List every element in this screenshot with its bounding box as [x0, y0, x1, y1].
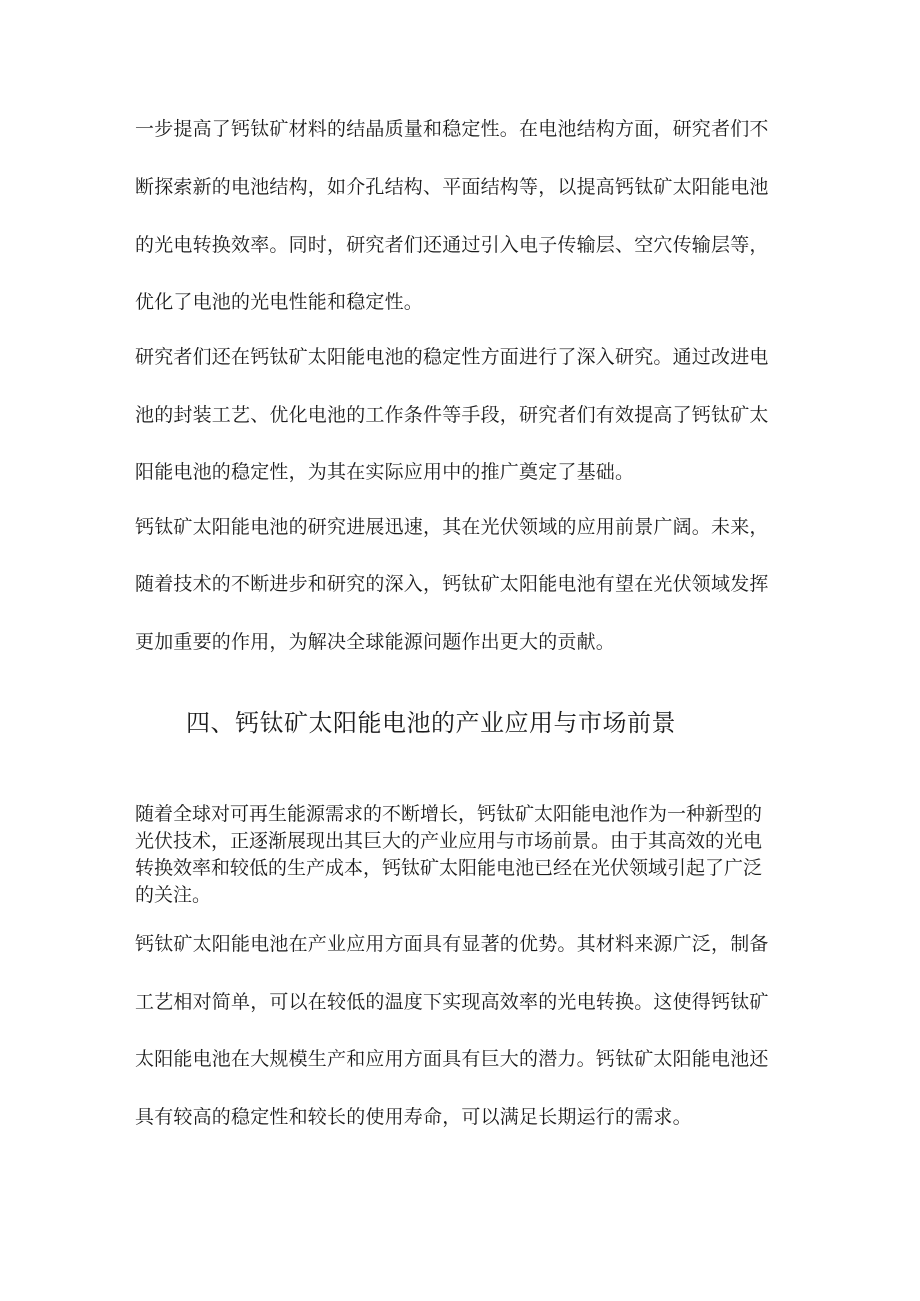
text-line: 更加重要的作用，为解决全球能源问题作出更大的贡献。 [135, 631, 616, 653]
text-line: 池的封装工艺、优化电池的工作条件等手段，研究者们有效提高了钙钛矿太 [135, 404, 769, 426]
text-line: 随着全球对可再生能源需求的不断增长，钙钛矿太阳能电池作为一种新型的 [135, 803, 763, 825]
text-line: 随着技术的不断进步和研究的深入，钙钛矿太阳能电池有望在光伏领域发挥 [135, 573, 769, 595]
text-line: 阳能电池的稳定性，为其在实际应用中的推广奠定了基础。 [135, 461, 635, 483]
text-line: 的关注。 [135, 884, 212, 906]
text-line: 研究者们还在钙钛矿太阳能电池的稳定性方面进行了深入研究。通过改进电 [135, 346, 769, 368]
text-line: 光伏技术，正逐渐展现出其巨大的产业应用与市场前景。由于其高效的光电 [135, 830, 763, 852]
text-line: 钙钛矿太阳能电池的研究进展迅速，其在光伏领域的应用前景广阔。未来， [135, 516, 769, 538]
text-line: 太阳能电池在大规模生产和应用方面具有巨大的潜力。钙钛矿太阳能电池还 [135, 1048, 769, 1070]
text-line: 工艺相对简单，可以在较低的温度下实现高效率的光电转换。这使得钙钛矿 [135, 991, 769, 1013]
text-line: 转换效率和较低的生产成本，钙钛矿太阳能电池已经在光伏领域引起了广泛 [135, 857, 763, 879]
text-line: 具有较高的稳定性和较长的使用寿命，可以满足长期运行的需求。 [135, 1106, 692, 1128]
text-line: 钙钛矿太阳能电池在产业应用方面具有显著的优势。其材料来源广泛，制备 [135, 933, 769, 955]
text-line: 优化了电池的光电性能和稳定性。 [135, 291, 424, 313]
text-line: 一步提高了钙钛矿材料的结晶质量和稳定性。在电池结构方面，研究者们不 [135, 118, 769, 140]
section-heading: 四、钙钛矿太阳能电池的产业应用与市场前景 [186, 709, 676, 737]
text-line: 断探索新的电池结构，如介孔结构、平面结构等，以提高钙钛矿太阳能电池 [135, 176, 769, 198]
text-line: 的光电转换效率。同时，研究者们还通过引入电子传输层、空穴传输层等， [135, 234, 769, 256]
